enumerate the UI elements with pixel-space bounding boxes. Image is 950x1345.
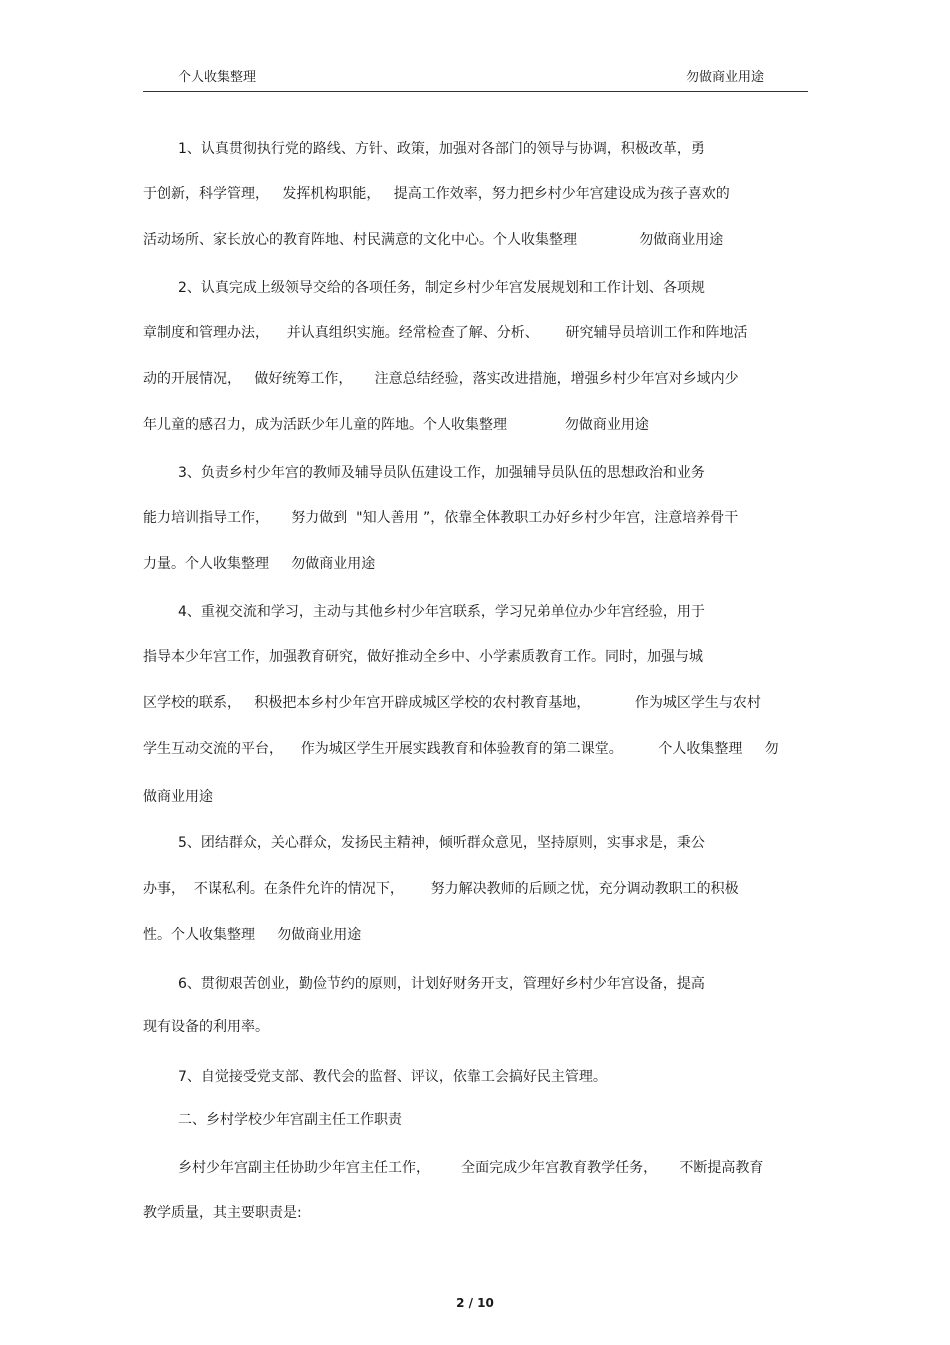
text-line: 7、自觉接受党支部、教代会的监督、评议，依靠工会搞好民主管理。 (178, 1069, 607, 1085)
text-line: 性。个人收集整理 勿做商业用途 (143, 927, 362, 943)
text-line: 教学质量，其主要职责是: (143, 1205, 302, 1221)
text-line: 5、团结群众，关心群众，发扬民主精神，倾听群众意见，坚持原则，实事求是，秉公 (178, 835, 705, 851)
text-line: 办事， 不谋私利。在条件允许的情况下， 努力解决教师的后顾之忧，充分调动教职工的积极 (143, 881, 739, 897)
text-line: 于创新，科学管理， 发挥机构职能， 提高工作效率，努力把乡村少年宫建设成为孩子喜欢的 (143, 186, 730, 202)
text-line: 做商业用途 (143, 789, 213, 805)
header-right-note: 勿做商业用途 (686, 70, 765, 85)
text-line: 乡村少年宫副主任协助少年宫主任工作， 全面完成少年宫教育教学任务， 不断提高教育 (178, 1160, 764, 1176)
header-left-note: 个人收集整理 (178, 70, 257, 85)
text-line: 4、重视交流和学习，主动与其他乡村少年宫联系，学习兄弟单位办少年宫经验，用于 (178, 604, 705, 620)
text-line: 3、负责乡村少年宫的教师及辅导员队伍建设工作，加强辅导员队伍的思想政治和业务 (178, 465, 705, 481)
text-line: 章制度和管理办法， 并认真组织实施。经常检查了解、分析、 研究辅导员培训工作和阵地活 (143, 325, 748, 341)
text-line: 力量。个人收集整理 勿做商业用途 (143, 556, 376, 572)
text-line: 年儿童的感召力，成为活跃少年儿童的阵地。个人收集整理 勿做商业用途 (143, 417, 649, 433)
text-line: 能力培训指导工作， 努力做到 "知人善用 ”，依靠全体教职工办好乡村少年宫，注意培养骨干 (143, 510, 739, 526)
page-number: 2 / 10 (456, 1296, 494, 1310)
text-line: 指导本少年宫工作，加强教育研究，做好推动全乡中、小学素质教育工作。同时，加强与城 (143, 649, 703, 665)
text-line: 现有设备的利用率。 (143, 1019, 269, 1035)
text-line: 2、认真完成上级领导交给的各项任务，制定乡村少年宫发展规划和工作计划、各项规 (178, 280, 705, 296)
text-line: 1、认真贯彻执行党的路线、方针、政策，加强对各部门的领导与协调，积极改革，勇 (178, 141, 705, 157)
text-line: 区学校的联系， 积极把本乡村少年宫开辟成城区学校的农村教育基地， 作为城区学生与农村 (143, 695, 761, 711)
header-rule (143, 91, 808, 92)
text-line: 6、贯彻艰苦创业，勤俭节约的原则，计划好财务开支，管理好乡村少年宫设备，提高 (178, 976, 705, 992)
text-line: 学生互动交流的平台， 作为城区学生开展实践教育和体验教育的第二课堂。 个人收集整理 勿 (143, 741, 779, 757)
section-heading: 二、乡村学校少年宫副主任工作职责 (178, 1112, 402, 1128)
text-line: 活动场所、家长放心的教育阵地、村民满意的文化中心。个人收集整理 勿做商业用途 (143, 232, 724, 248)
text-line: 动的开展情况， 做好统筹工作， 注意总结经验，落实改进措施，增强乡村少年宫对乡域内少 (143, 371, 739, 387)
